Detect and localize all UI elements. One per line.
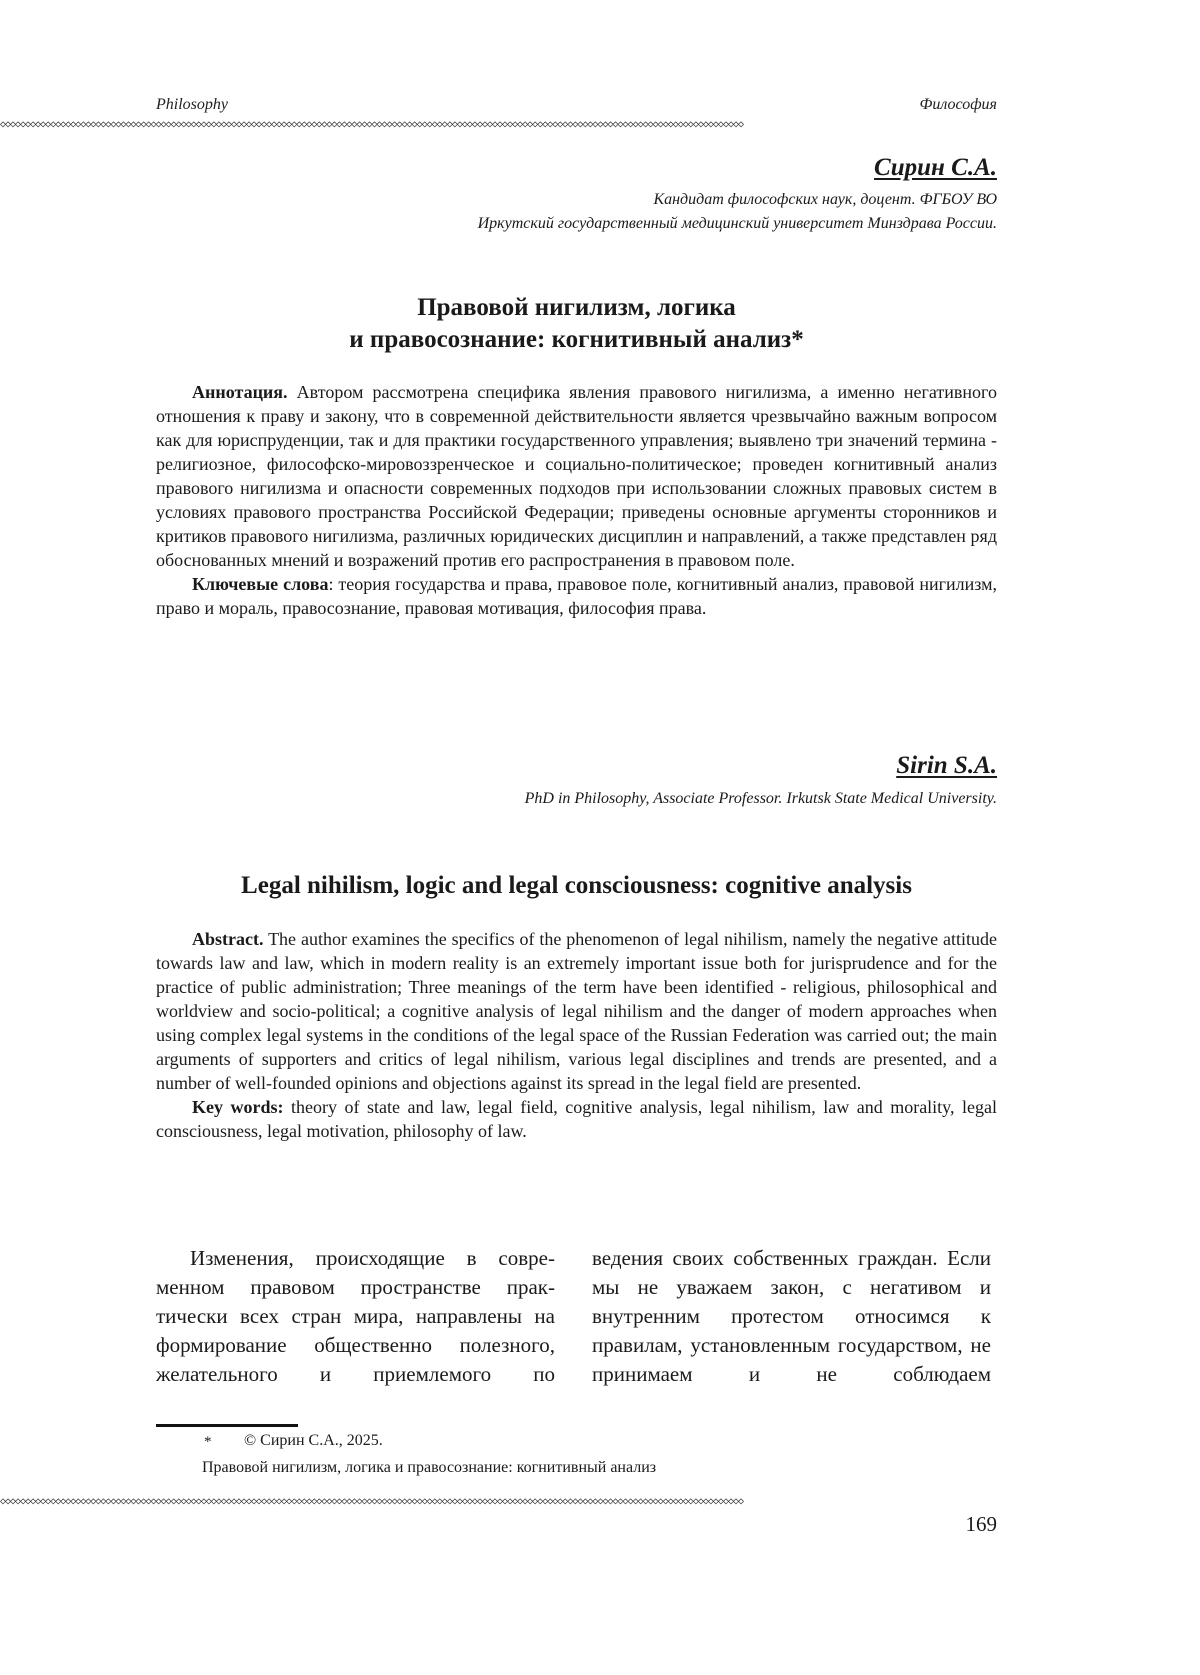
abstract-paragraph-ru	[156, 380, 997, 572]
abstract-ru	[156, 380, 997, 620]
decorative-border-bottom: ◇◇◇◇◇◇◇◇◇◇◇◇◇◇◇◇◇◇◇◇◇◇◇◇◇◇◇◇◇◇◇◇◇◇◇◇◇◇◇◇◇◇◇◇◇◇◇◇◇◇◇◇◇◇◇◇◇◇◇◇◇◇◇◇◇◇◇◇◇◇◇◇◇◇◇◇◇◇◇◇◇◇◇◇◇◇◇◇◇◇◇◇◇◇◇◇◇◇◇◇◇◇◇◇◇◇◇◇◇◇◇◇◇◇◇◇◇◇◇◇◇◇◇◇◇◇◇◇◇◇◇◇◇◇◇◇◇◇◇◇◇◇◇◇◇◇◇◇	[0, 1497, 744, 1507]
author-name-en: Sirin S.A.	[896, 752, 997, 779]
keywords-label-ru: Ключевые слова	[192, 574, 329, 594]
body-column-left: Изменения, происходящие в современном правовом пространстве практически всех стран мира, направлены на формирование общественно полезного, желательного и приемлемого по	[156, 1246, 555, 1386]
footnote-rule	[156, 1424, 298, 1427]
affiliation-line-2: Иркутский государственный медицинский университет Минздрава России.	[477, 215, 997, 232]
footnote-copyright: © Сирин С.А., 2025.	[244, 1432, 383, 1449]
author-name-ru: Сирин С.А.	[874, 154, 997, 181]
abstract-text-en: The author examines the specifics of the phenomenon of legal nihilism, namely the negative attitude towards law and law, which in modern reality is an extremely important issue both for jurisprudence and for the practice of public administration; Three meanings of the term have been identified - religious, philosophical and worldview and socio-political; a cognitive analysis of legal nihilism and the danger of modern approaches when using complex legal systems in the conditions of the legal space of the Russian Federation was carried out; the main arguments of supporters and critics of legal nihilism, various legal disciplines and trends are presented, and a number of well-founded opinions and objections against its spread in the legal field are presented.	[156, 929, 997, 1093]
abstract-paragraph-en	[156, 927, 997, 1095]
affiliation-line-1: Кандидат философских наук, доцент. ФГБОУ ВО	[653, 191, 997, 208]
running-header-left: Philosophy	[156, 96, 228, 113]
title-line-1: Правовой нигилизм, логика	[417, 294, 736, 321]
keywords-paragraph-ru	[156, 572, 997, 620]
author-affiliation-ru	[478, 188, 997, 236]
decorative-border-top: ◇◇◇◇◇◇◇◇◇◇◇◇◇◇◇◇◇◇◇◇◇◇◇◇◇◇◇◇◇◇◇◇◇◇◇◇◇◇◇◇◇◇◇◇◇◇◇◇◇◇◇◇◇◇◇◇◇◇◇◇◇◇◇◇◇◇◇◇◇◇◇◇◇◇◇◇◇◇◇◇◇◇◇◇◇◇◇◇◇◇◇◇◇◇◇◇◇◇◇◇◇◇◇◇◇◇◇◇◇◇◇◇◇◇◇◇◇◇◇◇◇◇◇◇◇◇◇◇◇◇◇◇◇◇◇◇◇◇◇◇◇◇◇◇◇◇◇◇	[0, 120, 744, 130]
abstract-text-ru: Автором рассмотрена специфика явления правового нигилизма, а именно негативного отношения к праву и закону, что в современной действительности является чрезвычайно важным вопросом как для юриспруденции, так и для практики государственного управления; выявлено три значений термина - религиозное, философско-мировоззренческое и социально-политическое; проведен когнитивный анализ правового нигилизма и опасности современных подходов при использовании сложных правовых систем в условиях правового пространства Российской Федерации; приведены основные аргументы сторонников и критиков правового нигилизма, различных юридических дисциплин и направлений, а также представлен ряд обоснованных мнений и возражений против его распространения в правовом поле.	[156, 382, 997, 570]
keywords-label-en: Key words:	[192, 1097, 284, 1117]
abstract-en	[156, 927, 997, 1143]
running-header-right: Философия	[919, 96, 997, 113]
keywords-paragraph-en	[156, 1095, 997, 1143]
keywords-text-en: theory of state and law, legal field, cognitive analysis, legal nihilism, law and morality, legal consciousness, legal motivation, philosophy of law.	[156, 1097, 997, 1141]
author-affiliation-en: PhD in Philosophy, Associate Professor. Irkutsk State Medical University.	[524, 790, 997, 807]
page-number: 169	[965, 1512, 997, 1536]
title-line-2: и правосознание: когнитивный анализ*	[349, 326, 804, 353]
keywords-text-ru: : теория государства и права, правовое поле, когнитивный анализ, правовой нигилизм, право и мораль, правосознание, правовая мотивация, философия права.	[156, 574, 998, 618]
footnote-marker: *	[204, 1434, 212, 1450]
body-column-right: ведения своих собственных граждан. Если мы не уважаем закон, с негативом и внутренним протестом относимся к правилам, установленным государством, не принимаем и не соблюдаем	[592, 1246, 991, 1386]
abstract-label-en: Abstract.	[192, 929, 264, 949]
footnote-title: Правовой нигилизм, логика и правосознание: когнитивный анализ	[202, 1459, 657, 1476]
abstract-label-ru: Аннотация.	[192, 382, 288, 402]
article-title-ru	[156, 292, 997, 356]
article-title-en: Legal nihilism, logic and legal consciousness: cognitive analysis	[241, 872, 912, 899]
